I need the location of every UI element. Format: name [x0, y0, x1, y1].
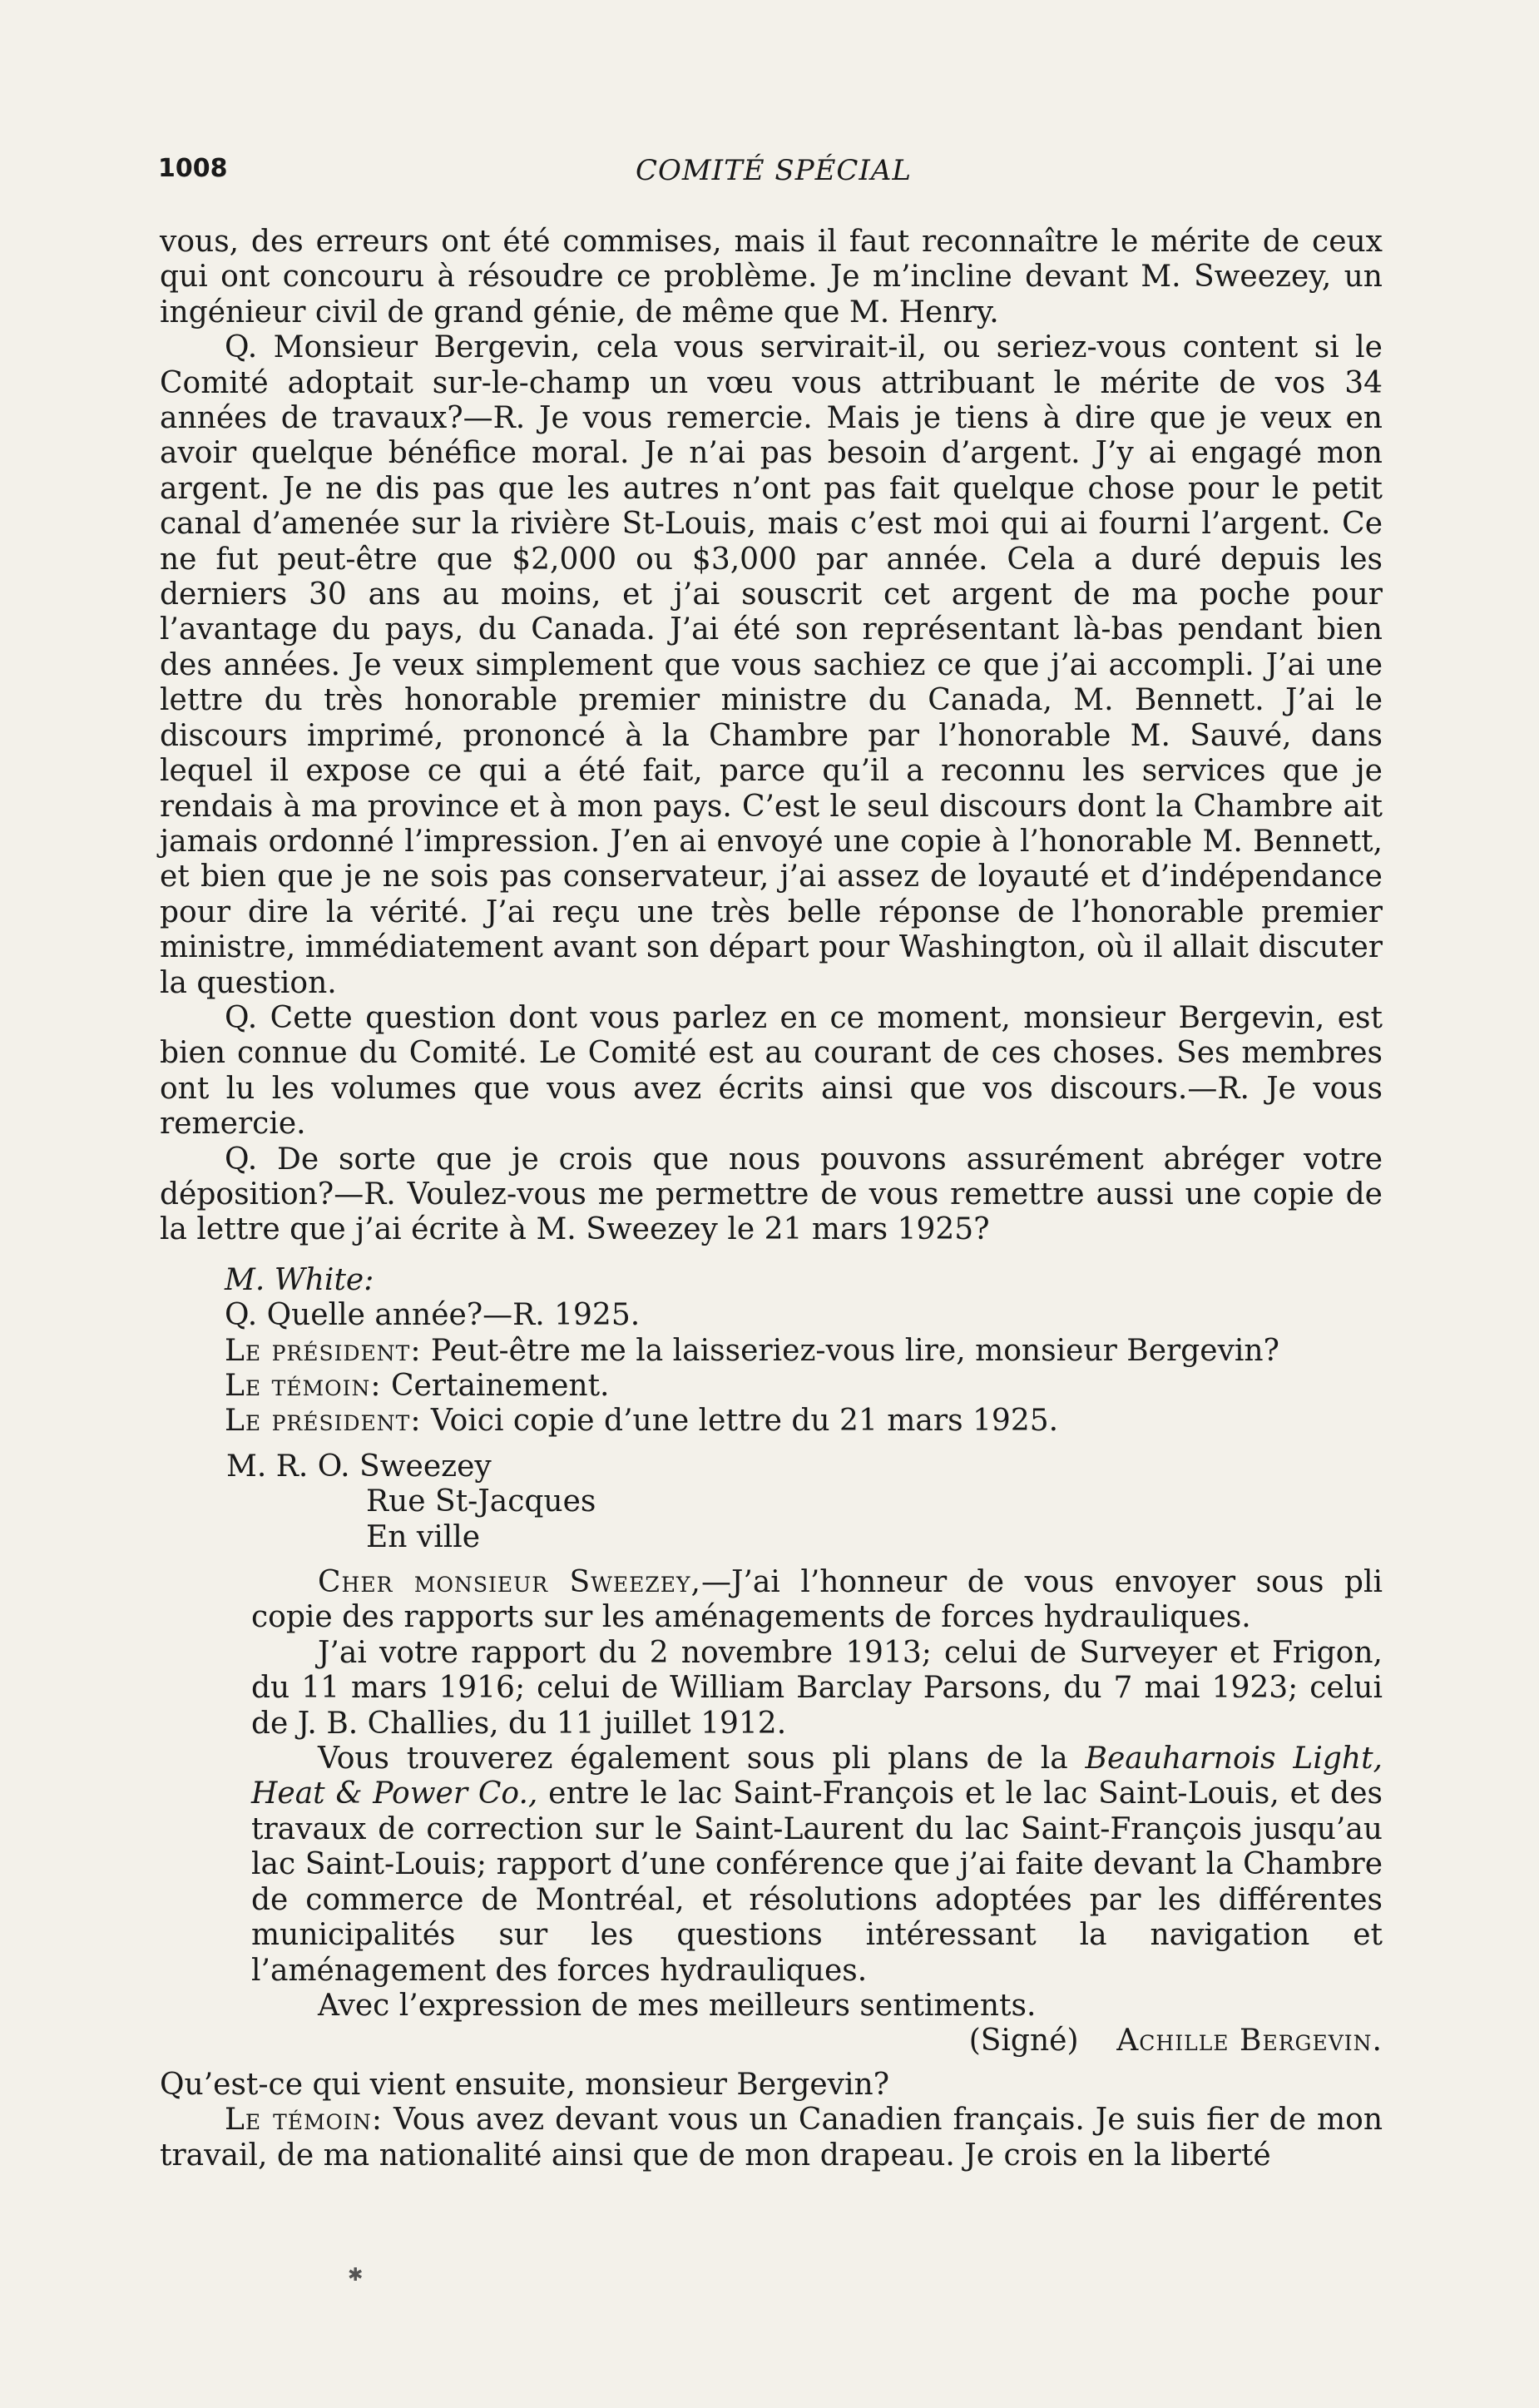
president-line-2 — [160, 1404, 1383, 1439]
president-line-1 — [160, 1334, 1383, 1369]
speaker-role: Le président: — [225, 1404, 422, 1439]
speaker-text: Certainement. — [381, 1369, 610, 1403]
witness-line-2 — [160, 2103, 1383, 2173]
letter-signature — [251, 2024, 1383, 2059]
letter-block — [226, 1449, 1383, 2059]
speaker-role: Le président: — [225, 1333, 422, 1368]
paragraph-question-merit: Q. Monsieur Bergevin, cela vous servirait-il, ou seriez-vous content si le Comité adoptait sur-le-champ un vœu vous attribuant le mérite de vos 34 années de travaux?—R. Je vous remercie. Mais je tiens à dire que je veux en avoir quelque bénéfice moral. Je n’ai pas besoin d’argent. J’y ai engagé mon argent. Je ne dis pas que les autres n’ont pas fait quelque chose pour le petit canal d’amenée sur la rivière St-Louis, mais c’est moi qui ai fourni l’argent. Ce ne fut peut-être que $2,000 ou $3,000 par année. Cela a duré depuis les derniers 30 ans au moins, et j’ai souscrit cet argent de ma poche pour l’avantage du pays, du Canada. J’ai été son représentant là-bas pendant bien des années. Je veux simplement que vous sachiez ce que j’ai accompli. J’ai une lettre du très honorable premier ministre du Canada, M. Bennett. J’ai le discours imprimé, prononcé à la Chambre par l’honorable M. Sauvé, dans lequel il expose ce qui a été fait, parce qu’il a reconnu les services que je rendais à ma province et à mon pays. C’est le seul discours dont la Chambre ait jamais ordonné l’impression. J’en ai envoyé une copie à l’honorable M. Bennett, et bien que je ne sois pas conservateur, j’ai assez de loyauté et d’indépendance pour dire la vérité. J’ai reçu une très belle réponse de l’honorable premier ministre, immédiatement avant son départ pour Washington, où il allait discuter la question. — [160, 330, 1383, 1000]
letter-closing: Avec l’expression de mes meilleurs sentiments. — [318, 1988, 1037, 2023]
signed-label: (Signé) — [968, 2024, 1079, 2059]
letter-opening — [251, 1565, 1383, 1636]
printer-mark-icon: ✱ — [348, 2265, 364, 2286]
letter-address-name: M. R. O. Sweezey — [226, 1449, 492, 1484]
witness-line-1 — [160, 1369, 1383, 1404]
letter-opening-text: —J’ai l’honneur de vous envoyer sous pli copie des rapports sur les aménagements de forces hydrauliques. — [251, 1565, 1383, 1635]
speaker-heading-white: M. White: — [225, 1262, 374, 1297]
speaker-role: Le témoin: — [225, 2103, 384, 2138]
speaker-role: Le témoin: — [225, 1369, 382, 1403]
speaker-text: Voici copie d’une lettre du 21 mars 1925. — [421, 1404, 1059, 1439]
paragraph-continued: vous, des erreurs ont été commises, mais il faut reconnaître le mérite de ceux qui ont concouru à résoudre ce problème. Je m’incline devant M. Sweezey, un ingénieur civil de grand génie, de même que M. Henry. — [160, 225, 1383, 329]
question-year: Q. Quelle année?—R. 1925. — [225, 1298, 641, 1333]
letter-address-city: En ville — [366, 1519, 481, 1554]
running-title: COMITÉ SPÉCIAL — [635, 154, 912, 187]
signer-name: Achille Bergevin. — [1116, 2024, 1383, 2059]
letter-plans: Vous trouverez également sous pli plans de la Beauharnois Light, Heat & Power Co., entre le lac Saint-François et le lac Saint-Louis, et des travaux de correction sur le Saint-Laurent du lac Saint-François jusqu’au lac Saint-Louis; rapport d’une conférence que j’ai faite devant la Chambre de commerce de Montréal, et résolutions adoptées par les différentes municipalités sur les questions intéressant la navigation et l’aménagement des forces hydrauliques. — [251, 1742, 1383, 1988]
paragraph-question-shorten: Q. De sorte que je crois que nous pouvons assurément abréger votre déposition?—R. Voulez-vous me permettre de vous remettre aussi une copie de la lettre que j’ai écrite à M. Sweezey le 21 mars 1925? — [160, 1142, 1383, 1247]
letter-reports: J’ai votre rapport du 2 novembre 1913; celui de Surveyer et Frigon, du 11 mars 1916; celui de William Barclay Parsons, du 7 mai 1923; celui de J. B. Challies, du 11 juillet 1912. — [251, 1635, 1383, 1741]
company-name: Beauharnois Light, Heat & Power Co., — [251, 1742, 1383, 1811]
page-body — [160, 225, 1383, 2173]
speaker-text: Vous avez devant vous un Canadien français. Je suis fier de mon travail, de ma nationalité ainsi que de mon drapeau. Je crois en la liberté — [160, 2103, 1383, 2173]
paragraph-question-known: Q. Cette question dont vous parlez en ce moment, monsieur Bergevin, est bien connue du Comité. Le Comité est au courant de ces choses. Ses membres ont lu les volumes que vous avez écrits ainsi que vos discours.—R. Je vous remercie. — [160, 1000, 1383, 1142]
question-next: Qu’est-ce qui vient ensuite, monsieur Bergevin? — [160, 2067, 890, 2102]
letter-salutation: Cher monsieur Sweezey, — [318, 1565, 701, 1600]
speaker-text: Peut-être me la laisseriez-vous lire, monsieur Bergevin? — [421, 1333, 1279, 1368]
page-number: 1008 — [158, 154, 228, 183]
page-header — [158, 154, 1389, 196]
letter-address-street: Rue St-Jacques — [366, 1484, 596, 1519]
